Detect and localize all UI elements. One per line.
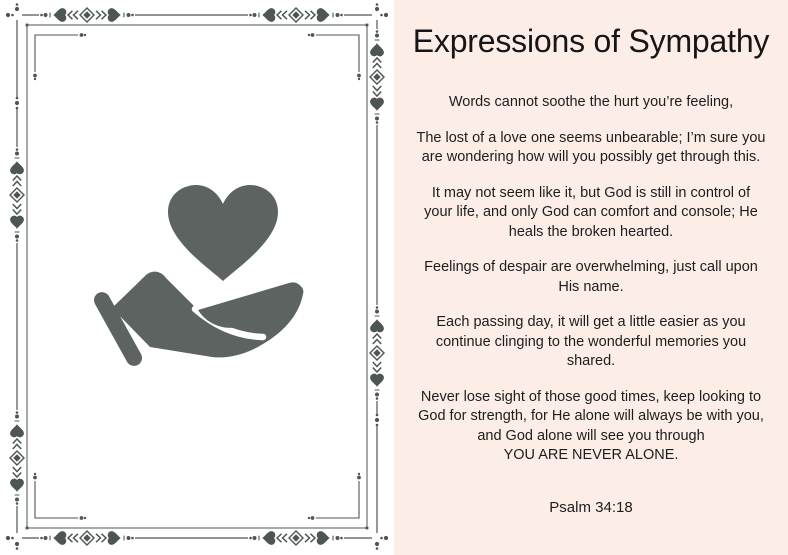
card-message-panel <box>394 0 788 555</box>
sympathy-message <box>394 93 788 466</box>
paragraph-line: The lost of a love one seems unbearable; I’m sure you <box>416 129 766 146</box>
heart-in-hand-icon <box>91 185 303 369</box>
sympathy-paragraph <box>394 258 788 297</box>
paragraph-line: Feelings of despair are overwhelming, just call upon <box>424 259 758 275</box>
sympathy-paragraph <box>394 388 788 466</box>
sympathy-paragraph <box>394 184 788 243</box>
sympathy-paragraph <box>394 129 788 168</box>
paragraph-line: and God alone will see you through <box>477 427 705 444</box>
paragraph-line: your life, and only God can comfort and console; He <box>424 204 758 220</box>
scripture-reference: Psalm 34:18 <box>549 498 633 516</box>
paragraph-line: continue clinging to the wonderful memories you <box>435 333 747 350</box>
paragraph-line: God for strength, for He alone will always be with you, <box>418 408 764 424</box>
paragraph-line: Never lose sight of those good times, keep looking to <box>420 388 762 405</box>
heart-shape <box>168 185 278 281</box>
card-title: Expressions of Sympathy <box>412 23 770 59</box>
paragraph-line: YOU ARE NEVER ALONE. <box>503 447 679 463</box>
paragraph-line: heals the broken hearted. <box>508 223 674 240</box>
paragraph-line: are wondering how will you possibly get through this. <box>421 149 761 165</box>
paragraph-line: Each passing day, it will get a little easier as you <box>436 314 746 330</box>
sympathy-paragraph <box>394 313 788 372</box>
paragraph-line: shared. <box>566 353 616 369</box>
paragraph-line: His name. <box>558 278 624 295</box>
paragraph-line: Words cannot soothe the hurt you’re feeling, <box>448 94 734 110</box>
sympathy-paragraph <box>394 93 788 113</box>
paragraph-line: It may not seem like it, but God is still in control of <box>431 184 751 201</box>
ornamental-border-frame <box>6 4 387 550</box>
